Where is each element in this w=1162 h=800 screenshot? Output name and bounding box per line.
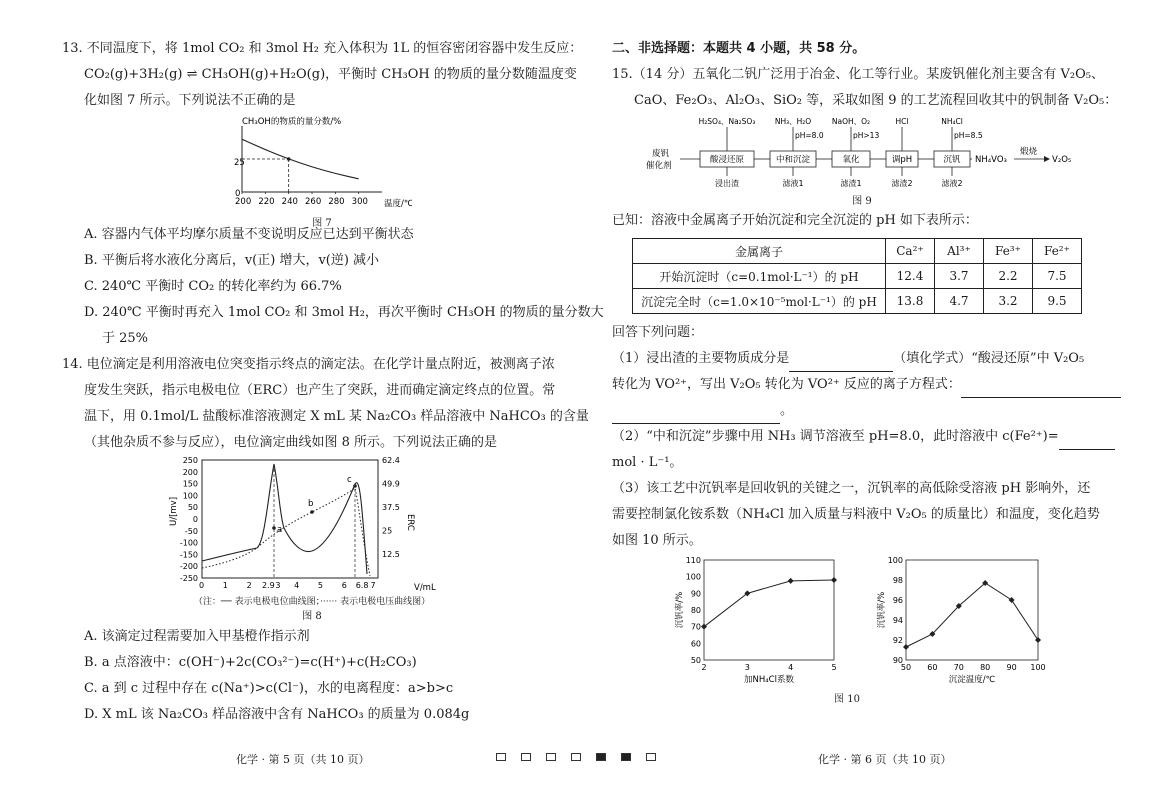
q15-line2: CaO、Fe₂O₃、Al₂O₃、SiO₂ 等，采取如图 9 的工艺流程回收其中的钒制备 V₂O₅： bbox=[634, 93, 1118, 108]
fig10-ytick: 60 bbox=[690, 639, 701, 649]
flow-step-label: 沉钒 bbox=[943, 155, 961, 165]
q15-p1c: 转化为 VO²⁺，写出 V₂O₅ 转化为 VO²⁺ 反应的离子方程式： bbox=[612, 377, 961, 392]
ph-header-al: Al³⁺ bbox=[935, 239, 984, 264]
flow-step-label: 氧化 bbox=[842, 155, 860, 165]
q15-p3a: （3）该工艺中沉钒率是回收钒的关键之一，沉钒率的高低除受溶液 pH 影响外，还 bbox=[612, 481, 1091, 496]
fig8-left-tick: 50 bbox=[187, 503, 198, 513]
page-indicator-square bbox=[596, 753, 606, 761]
fig10-xtick: 3 bbox=[744, 663, 750, 672]
q13-option-b: B. 平衡后将水液化分离后，v(正) 增大，v(逆) 减小 bbox=[84, 253, 380, 268]
fig8-left-label: U/[mv] bbox=[169, 496, 179, 526]
flow-waste: 滤液2 bbox=[941, 179, 963, 188]
flow-step-label: 调pH bbox=[891, 155, 913, 165]
q14-option-c: C. a 到 c 过程中存在 c(Na⁺)>c(Cl⁻)，水的电离程度：a>b>c bbox=[84, 681, 454, 696]
q14-option-a: A. 该滴定过程需要加入甲基橙作指示剂 bbox=[84, 629, 310, 644]
ph-table bbox=[632, 238, 1082, 314]
ph-row1-label: 开始沉淀时（c=0.1mol·L⁻¹）的 pH bbox=[633, 264, 886, 289]
fig10-xtick: 60 bbox=[927, 663, 938, 672]
fig10-ytick: 92 bbox=[892, 636, 903, 645]
answer-blank-1[interactable] bbox=[789, 357, 893, 372]
fig10-xlabel: 加NH₄Cl系数 bbox=[744, 675, 794, 685]
fig8-left-tick: 100 bbox=[182, 491, 198, 501]
q14-option-d: D. X mL 该 Na₂CO₃ 样品溶液中含有 NaHCO₃ 的质量为 0.084g bbox=[84, 707, 470, 722]
fig8-x-tick: 2 bbox=[246, 581, 252, 590]
right-column bbox=[612, 36, 1118, 705]
figure-7 bbox=[232, 114, 412, 229]
fig8-x-tick: 6 bbox=[341, 581, 347, 590]
fig8-right-tick: 37.5 bbox=[382, 503, 400, 512]
q15-p1d: 。 bbox=[780, 403, 794, 418]
flow-step-label: 酸浸还原 bbox=[709, 155, 745, 165]
footer-left: 化学 · 第 5 页（共 10 页） bbox=[236, 753, 370, 766]
ph-table-header bbox=[633, 239, 1082, 264]
flow-cond: pH>13 bbox=[853, 131, 880, 140]
q15-part1-line1 bbox=[612, 346, 1102, 372]
fig10-data-point bbox=[1009, 597, 1015, 603]
fig8-caption: 图 8 bbox=[302, 611, 322, 622]
footer-right: 化学 · 第 6 页（共 10 页） bbox=[818, 753, 952, 766]
answer-blank-4[interactable] bbox=[1059, 435, 1115, 450]
fig10-ytick: 50 bbox=[690, 656, 701, 665]
fig8-right-tick: 62.4 bbox=[382, 456, 400, 465]
fig8-point-c bbox=[353, 484, 357, 488]
fig8-left-tick: 250 bbox=[182, 456, 198, 465]
q14-option-b: B. a 点溶液中：c(OH⁻)+2c(CO₃²⁻)=c(H⁺)+c(H₂CO₃) bbox=[84, 655, 417, 670]
ph-row1-al: 3.7 bbox=[935, 264, 984, 289]
figure-8-chart bbox=[162, 456, 462, 596]
ph-row2-label: 沉淀完全时（c=1.0×10⁻⁵mol·L⁻¹）的 pH bbox=[633, 289, 886, 314]
fig10-ytick: 98 bbox=[892, 576, 903, 585]
flow-reagent: HCl bbox=[895, 117, 909, 126]
ph-row2-fe3: 3.2 bbox=[984, 289, 1033, 314]
q13-line1: 13. 不同温度下，将 1mol CO₂ 和 3mol H₂ 充入体积为 1L 的恒容密闭容器中发生反应： bbox=[62, 41, 583, 56]
q15-known: 已知：溶液中金属离子开始沉淀和完全沉淀的 pH 如下表所示： bbox=[612, 213, 978, 228]
section-title: 二、非选择题：本题共 4 小题，共 58 分。 bbox=[612, 41, 866, 56]
q13-line2: CO₂(g)+3H₂(g) ⇌ CH₃OH(g)+H₂O(g)，平衡时 CH₃OH 的物质的量分数随温度变 bbox=[84, 67, 577, 82]
fig7-xtick-label: 260 bbox=[305, 197, 322, 207]
ph-row1-fe3: 2.2 bbox=[984, 264, 1033, 289]
fig10-xtick: 80 bbox=[980, 663, 991, 672]
figure-9-flowchart bbox=[642, 114, 1082, 194]
flow-waste: 滤渣1 bbox=[840, 179, 862, 188]
q13-option-a: A. 容器内气体平均摩尔质量不变说明反应已达到平衡状态 bbox=[84, 227, 414, 242]
fig8-left-tick: 200 bbox=[182, 467, 198, 477]
flow-product1: NH₄VO₃ bbox=[975, 155, 1007, 165]
fig10-xtick: 90 bbox=[1006, 663, 1017, 672]
page-indicator-square bbox=[571, 753, 581, 761]
fig8-left-tick: -200 bbox=[179, 562, 198, 572]
fig10-ytick: 70 bbox=[690, 622, 701, 632]
page-indicator-square bbox=[646, 753, 656, 761]
ph-row2-al: 4.7 bbox=[935, 289, 984, 314]
fig10-frame bbox=[704, 560, 834, 660]
flow-reagent: H₂SO₄、Na₂SO₃ bbox=[698, 117, 756, 126]
fig10-data-point bbox=[788, 578, 794, 584]
fig8-left-tick: -100 bbox=[179, 538, 198, 548]
flow-waste: 滤液1 bbox=[782, 179, 804, 188]
fig10-xtick: 100 bbox=[1030, 663, 1046, 672]
page-indicator-square bbox=[496, 753, 506, 761]
ph-row1-fe2: 7.5 bbox=[1033, 264, 1082, 289]
q14-line4: （其他杂质不参与反应），电位滴定曲线如图 8 所示。下列说法正确的是 bbox=[84, 435, 498, 450]
fig8-left-tick: -50 bbox=[184, 526, 198, 536]
fig8-right-tick: 25 bbox=[382, 526, 393, 536]
fig8-left-tick: 0 bbox=[192, 515, 198, 524]
q15-p2a: （2）“中和沉淀”步骤中用 NH₃ 调节溶液至 pH=8.0，此时溶液中 c(Fe²⁺)= bbox=[612, 429, 1059, 444]
fig10-xtick: 70 bbox=[953, 663, 964, 672]
left-column bbox=[62, 36, 604, 728]
fig7-caption: 图 7 bbox=[312, 218, 332, 229]
flow-waste: 浸出渣 bbox=[715, 179, 739, 188]
fig10-ytick: 90 bbox=[690, 589, 701, 599]
fig10-xtick: 50 bbox=[900, 663, 912, 672]
ph-row1-ca: 12.4 bbox=[886, 264, 935, 289]
fig8-x-tick: 5 bbox=[317, 581, 324, 590]
q13-option-c: C. 240℃ 平衡时 CO₂ 的转化率约为 66.7% bbox=[84, 279, 342, 294]
fig8-point-b bbox=[310, 510, 314, 514]
fig10-ytick: 96 bbox=[892, 596, 903, 605]
fig10-xlabel: 沉淀温度/℃ bbox=[948, 675, 996, 685]
q15-line1: 15.（14 分）五氧化二钒广泛用于冶金、化工等行业。某废钒催化剂主要含有 V₂O₅、 bbox=[612, 67, 1104, 82]
fig10-xtick: 5 bbox=[831, 663, 837, 672]
fig10-ylabel: 沉钒率/% bbox=[877, 591, 887, 629]
q15-answer-intro: 回答下列问题： bbox=[612, 325, 704, 340]
fig8-point-a bbox=[272, 526, 276, 530]
fig8-right-tick: 49.9 bbox=[382, 479, 400, 489]
q14-line1: 14. 电位滴定是利用溶液电位突变指示终点的滴定法。在化学计量点附近，被测离子浓 bbox=[62, 357, 555, 372]
fig8-x-tick: 2.9 bbox=[261, 581, 275, 590]
page-indicator-square bbox=[546, 753, 556, 761]
fig10-data-point bbox=[831, 577, 837, 583]
fig10-xtick: 2 bbox=[701, 663, 707, 672]
fig10-ytick: 100 bbox=[685, 572, 701, 582]
fig8-x-tick: 7 bbox=[370, 581, 376, 590]
fig7-xtick-label: 220 bbox=[258, 197, 275, 207]
flow-reagent: NH₄Cl bbox=[941, 117, 963, 126]
flow-waste: 滤渣2 bbox=[891, 179, 913, 188]
flow-cond: pH=8.0 bbox=[795, 131, 824, 140]
ph-header-fe2: Fe²⁺ bbox=[1033, 239, 1082, 264]
ph-header-ca: Ca²⁺ bbox=[886, 239, 935, 264]
q14-line3: 温下，用 0.1mol/L 盐酸标准溶液测定 X mL 某 Na₂CO₃ 样品溶液中 NaHCO₃ 的含量 bbox=[84, 409, 589, 424]
fig8-label-a: a bbox=[277, 525, 283, 535]
fig10-ytick: 94 bbox=[892, 616, 903, 625]
fig8-x-tick: 6.8 bbox=[355, 581, 369, 590]
figure-9 bbox=[642, 114, 1082, 207]
q15-part2-line1 bbox=[612, 424, 1102, 450]
ph-header-ion: 金属离子 bbox=[633, 239, 886, 264]
flow-product2: V₂O₅ bbox=[1052, 155, 1072, 165]
fig8-x-label: V/mL bbox=[414, 583, 436, 593]
figure-7-chart bbox=[232, 114, 412, 210]
fig8-x-tick: 0 bbox=[199, 581, 205, 590]
q15-p3c: 如图 10 所示。 bbox=[612, 533, 702, 548]
ph-row2-ca: 13.8 bbox=[886, 289, 935, 314]
fig8-right-tick: 12.5 bbox=[382, 550, 400, 559]
fig8-left-tick: -250 bbox=[179, 574, 198, 583]
fig8-left-tick: -150 bbox=[179, 550, 198, 560]
fig7-xtick-label: 300 bbox=[351, 197, 368, 207]
page-indicator-square bbox=[521, 753, 531, 761]
flow-reagent: NH₃、H₂O bbox=[774, 117, 812, 126]
fig8-right-label: ERC bbox=[405, 514, 415, 531]
ph-row2-fe2: 9.5 bbox=[1033, 289, 1082, 314]
table-row bbox=[633, 289, 1082, 314]
fig8-x-tick: 3 bbox=[275, 581, 281, 590]
fig9-caption: 图 9 bbox=[852, 196, 872, 207]
flow-step-label: 中和沉淀 bbox=[775, 155, 811, 165]
q14-line2: 度发生突跃，指示电极电位（ERC）也产生了突跃，进而确定滴定终点的位置。常 bbox=[84, 383, 556, 398]
table-row bbox=[633, 264, 1082, 289]
figure-8 bbox=[162, 456, 462, 620]
fig10-ytick: 90 bbox=[892, 656, 903, 665]
q13-option-d-cont: 于 25% bbox=[102, 331, 149, 346]
q15-part1-line2 bbox=[612, 372, 1102, 398]
q13-option-d: D. 240℃ 平衡时再充入 1mol CO₂ 和 3mol H₂，再次平衡时 CH₃OH 的物质的量分数大 bbox=[84, 305, 604, 320]
fig10-xtick: 4 bbox=[788, 663, 794, 672]
fig7-point bbox=[287, 157, 291, 161]
figure-10 bbox=[612, 554, 1082, 704]
q15-p1a: （1）浸出渣的主要物质成分是 bbox=[612, 351, 790, 366]
flow-start-1: 废钒 bbox=[652, 149, 670, 159]
page-indicator-square bbox=[621, 753, 631, 761]
fig7-ytick-25: 25 bbox=[234, 158, 245, 168]
fig10-data-point bbox=[903, 644, 909, 650]
answer-blank-3[interactable] bbox=[612, 409, 780, 424]
q15-p3b: 需要控制氯化铵系数（NH₄Cl 加入质量与料液中 V₂O₅ 的质量比）和温度，变化趋势 bbox=[612, 507, 1100, 522]
fig7-ytick-0: 0 bbox=[235, 189, 241, 199]
fig7-xtick-label: 280 bbox=[328, 197, 345, 207]
fig8-label-c: c bbox=[347, 475, 352, 485]
fig8-left-tick: 150 bbox=[182, 479, 198, 489]
fig7-xlabel: 温度/℃ bbox=[384, 199, 412, 209]
flow-cond: pH=8.5 bbox=[954, 131, 983, 140]
fig8-x-tick: 1 bbox=[222, 581, 228, 590]
fig8-label-b: b bbox=[308, 499, 314, 509]
flow-calcine: 煅烧 bbox=[1020, 147, 1038, 157]
fig7-xtick-label: 240 bbox=[281, 197, 298, 207]
fig10-caption: 图 10 bbox=[834, 694, 860, 705]
q13-line3: 化如图 7 所示。下列说法不正确的是 bbox=[84, 93, 296, 108]
fig10-data-point bbox=[1035, 637, 1041, 643]
fig10-series-line bbox=[704, 580, 834, 627]
q15-part1-line3 bbox=[612, 398, 1102, 424]
fig10-series-line bbox=[906, 583, 1038, 647]
fig10-ylabel: 沉钒率/% bbox=[675, 591, 685, 629]
fig8-potential-curve bbox=[202, 464, 367, 574]
fig7-ylabel: CH₃OH的物质的量分数/% bbox=[242, 117, 342, 127]
q15-p2b: mol · L⁻¹。 bbox=[612, 455, 683, 470]
ph-header-fe3: Fe³⁺ bbox=[984, 239, 1033, 264]
fig8-x-tick: 4 bbox=[294, 581, 300, 590]
fig10-ytick: 110 bbox=[685, 556, 701, 565]
flow-start-2: 催化剂 bbox=[646, 161, 672, 171]
fig7-xtick-label: 200 bbox=[235, 197, 252, 207]
figure-10-charts bbox=[612, 554, 1082, 694]
flow-reagent: NaOH、O₂ bbox=[831, 117, 871, 126]
fig10-ytick: 100 bbox=[887, 556, 903, 565]
fig10-ytick: 80 bbox=[690, 606, 701, 615]
q15-p1b: （填化学式）“酸浸还原”中 V₂O₅ bbox=[893, 351, 1085, 366]
fig8-note: （注：── 表示电极电位曲线图；······ 表示电极电压曲线图） bbox=[193, 597, 431, 607]
answer-blank-2[interactable] bbox=[961, 383, 1121, 398]
